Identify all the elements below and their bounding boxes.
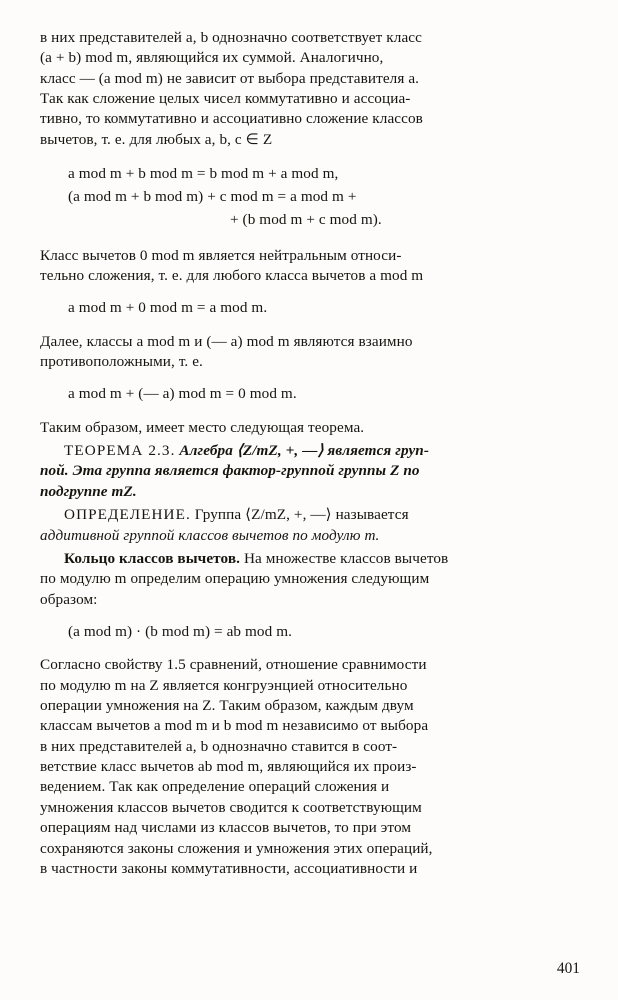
text-line: в частности законы коммутативности, ассоциативности и [40,859,418,877]
formula-neutral-element: a mod m + 0 mod m = a mod m. [68,299,268,317]
theorem-text: Алгебра ⟨Z/mZ, +, —⟩ является груп- [179,442,429,460]
text-line: в них представителей a, b однозначно соответствует класс [40,29,422,46]
paragraph-neutral-element [40,246,580,287]
formula-line: a mod m + b mod m = b mod m + a mod m, [68,165,339,183]
text-line: в них представителей a, b однозначно ставится в соот- [40,737,398,755]
theorem-label: ТЕОРЕМА 2.3. [64,442,176,460]
text-line: образом: [40,590,98,608]
ring-heading: Кольцо классов вычетов. [64,549,241,567]
paragraph-thus [40,418,580,438]
paragraph-intro [40,28,580,150]
text-line: ведением. Так как определение операций сложения и [40,778,390,796]
text-line: операциям над числами из классов вычетов, то при этом [40,819,412,837]
theorem-block [40,441,580,502]
theorem-text-line: пой. Эта группа является фактор-группой группы Z по [40,462,420,480]
definition-label: ОПРЕДЕЛЕНИЕ. [64,506,191,524]
text-line: сохраняются законы сложения и умножения этих операций, [40,839,433,857]
formula-block-addition-laws [40,163,580,231]
paragraph-congruence [40,655,580,879]
text-line: Класс вычетов 0 mod m является нейтральным относи- [40,246,402,264]
formula-line: + (b mod m + c mod m). [230,210,382,228]
definition-text: Группа ⟨Z/mZ, +, —⟩ называется [194,506,409,524]
formula-multiplication: (a mod m) · (b mod m) = ab mod m. [68,622,293,640]
text-line: умножения классов вычетов сводится к соответствующим [40,798,422,816]
text-line: классам вычетов a mod m и b mod m независимо от выбора [40,717,429,735]
definition-block [40,505,580,546]
theorem-text-line: подгруппе mZ. [40,482,137,500]
paragraph-inverse-element [40,332,580,373]
text-line: тивно, то коммутативно и ассоциативно сложение классов [40,110,423,128]
page-number: 401 [556,960,580,977]
text-line: Таким образом, имеет место следующая теорема. [40,418,365,436]
theorem-first-line [40,441,580,461]
text-line: Так как сложение целых чисел коммутативно и ассоциа- [40,90,411,108]
formula-line: (a mod m + b mod m) + c mod m = a mod m + [68,187,357,205]
definition-first-line [40,505,580,525]
text-line: ветствие класс вычетов ab mod m, являющийся их произ- [40,758,417,776]
text-line: операции умножения на Z. Таким образом, каждым двум [40,697,414,715]
ring-section [40,549,580,610]
formula-inverse-element: a mod m + (— a) mod m = 0 mod m. [68,385,297,403]
text-line: Далее, классы a mod m и (— a) mod m являются взаимно [40,332,413,350]
text-line: Согласно свойству 1.5 сравнений, отношение сравнимости [40,656,427,674]
text-line: (a + b) mod m, являющийся их суммой. Аналогично, [40,49,384,67]
page-body [40,28,580,879]
text-line: по модулю m определим операцию умножения следующим [40,570,430,588]
text-line: вычетов, т. е. для любых a, b, c ∈ Z [40,130,273,148]
definition-text-line: аддитивной группой классов вычетов по модулю m. [40,526,380,544]
ring-first-line [40,549,580,569]
ring-text: На множестве классов вычетов [243,549,449,567]
text-line: по модулю m на Z является конгруэнцией относительно [40,676,408,694]
text-line: противоположными, т. е. [40,352,203,370]
text-line: тельно сложения, т. е. для любого класса вычетов a mod m [40,266,424,284]
text-line: класс — (a mod m) не зависит от выбора представителя a. [40,69,420,87]
